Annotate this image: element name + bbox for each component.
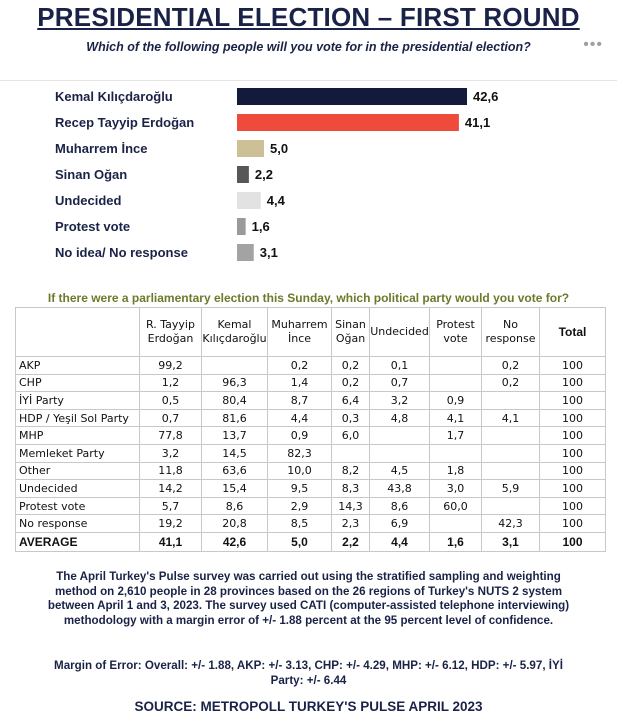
- chart-subtitle: Which of the following people will you vote for in the presidential election?: [86, 40, 531, 54]
- column-header: Sinan Oğan: [332, 308, 370, 357]
- party-table: [15, 307, 606, 552]
- margin-of-error: Margin of Error: Overall: +/- 1.88, AKP: +/- 3.13, CHP: +/- 4.29, MHP: +/- 6.12, HDP: +/- 5.97, İYİ Party: +/- 6.44: [54, 659, 563, 687]
- column-header: Total: [540, 308, 606, 357]
- table-cell: 1,7: [430, 427, 482, 445]
- average-row: [16, 532, 606, 551]
- header: [0, 0, 617, 82]
- data-label: 1,6: [251, 219, 270, 234]
- table-cell: 3,0: [430, 480, 482, 498]
- table-cell: 100: [540, 532, 606, 551]
- table-cell: 77,8: [140, 427, 202, 445]
- table-cell: 0,9: [268, 427, 332, 445]
- table-cell: 14,5: [202, 444, 268, 462]
- table-row: [16, 409, 606, 427]
- table-cell: 4,5: [370, 462, 430, 480]
- table-cell: 96,3: [202, 374, 268, 392]
- table-row: [16, 374, 606, 392]
- table-cell: 19,2: [140, 515, 202, 533]
- table-cell: 3,1: [482, 532, 540, 551]
- bar: [237, 88, 467, 105]
- category-label: Recep Tayyip Erdoğan: [55, 115, 195, 130]
- table-cell: [482, 392, 540, 410]
- row-label: CHP: [16, 374, 140, 392]
- table-cell: 8,2: [332, 462, 370, 480]
- table-cell: [202, 357, 268, 375]
- table-cell: 100: [540, 462, 606, 480]
- table-cell: 4,1: [482, 409, 540, 427]
- table-cell: [482, 427, 540, 445]
- table-cell: 8,6: [370, 497, 430, 515]
- table-cell: 0,9: [430, 392, 482, 410]
- table-row: [16, 515, 606, 533]
- table-cell: 6,4: [332, 392, 370, 410]
- table-body: [16, 357, 606, 552]
- table-cell: [430, 444, 482, 462]
- table-cell: 3,2: [370, 392, 430, 410]
- table-header-row: [16, 308, 606, 357]
- table-cell: [482, 462, 540, 480]
- table-cell: [430, 515, 482, 533]
- data-label: 42,6: [473, 89, 499, 104]
- table-row: [16, 444, 606, 462]
- table-row: [16, 392, 606, 410]
- party-question: If there were a parliamentary election this Sunday, which political party would you vote for?: [47, 291, 570, 305]
- table-cell: 2,9: [268, 497, 332, 515]
- table-cell: 5,7: [140, 497, 202, 515]
- table-row: [16, 462, 606, 480]
- column-header: [16, 308, 140, 357]
- table-cell: 82,3: [268, 444, 332, 462]
- table-cell: 10,0: [268, 462, 332, 480]
- table-row: [16, 497, 606, 515]
- row-label: HDP / Yeşil Sol Party: [16, 409, 140, 427]
- data-label: 5,0: [269, 141, 289, 156]
- table-cell: 100: [540, 357, 606, 375]
- table-cell: 3,2: [140, 444, 202, 462]
- table-cell: 4,1: [430, 409, 482, 427]
- data-label: 41,1: [464, 115, 491, 130]
- table-cell: 0,2: [332, 357, 370, 375]
- table-cell: 6,0: [332, 427, 370, 445]
- category-label: Protest vote: [55, 219, 131, 234]
- table-cell: 100: [540, 392, 606, 410]
- table-cell: 100: [540, 444, 606, 462]
- bar: [237, 244, 254, 261]
- table-cell: 0,2: [482, 357, 540, 375]
- table-cell: 42,3: [482, 515, 540, 533]
- table-cell: 9,5: [268, 480, 332, 498]
- table-cell: 43,8: [370, 480, 430, 498]
- table-cell: 1,4: [268, 374, 332, 392]
- data-label: 3,1: [259, 245, 278, 260]
- table-cell: 8,3: [332, 480, 370, 498]
- table-cell: 4,4: [268, 409, 332, 427]
- table-cell: [482, 444, 540, 462]
- table-cell: 63,6: [202, 462, 268, 480]
- table-row: [16, 480, 606, 498]
- bar: [237, 166, 249, 183]
- table-cell: 0,7: [140, 409, 202, 427]
- column-header: R. Tayyip Erdoğan: [140, 308, 202, 357]
- table-row: [16, 357, 606, 375]
- table-cell: 1,6: [430, 532, 482, 551]
- row-label: AKP: [16, 357, 140, 375]
- table-cell: 60,0: [430, 497, 482, 515]
- table-cell: 0,7: [370, 374, 430, 392]
- table-cell: 8,6: [202, 497, 268, 515]
- table-cell: 0,2: [268, 357, 332, 375]
- table-cell: 20,8: [202, 515, 268, 533]
- table-cell: 15,4: [202, 480, 268, 498]
- category-label: No idea/ No response: [55, 245, 188, 260]
- table-cell: 0,1: [370, 357, 430, 375]
- table-cell: 100: [540, 515, 606, 533]
- table-cell: 100: [540, 480, 606, 498]
- table-cell: [430, 357, 482, 375]
- data-label: 4,4: [266, 193, 285, 208]
- row-label: Undecided: [16, 480, 140, 498]
- party-table-container: [15, 307, 605, 552]
- category-label: Kemal Kılıçdaroğlu: [55, 89, 173, 104]
- table-cell: 8,5: [268, 515, 332, 533]
- chart-title: PRESIDENTIAL ELECTION – FIRST ROUND: [37, 2, 580, 32]
- table-cell: 81,6: [202, 409, 268, 427]
- bar: [237, 218, 246, 235]
- table-cell: 100: [540, 497, 606, 515]
- bar-chart: [0, 80, 617, 270]
- column-header: Muharrem İnce: [268, 308, 332, 357]
- row-label: Protest vote: [16, 497, 140, 515]
- table-cell: 6,9: [370, 515, 430, 533]
- category-label: Sinan Oğan: [55, 167, 128, 182]
- source-credit: SOURCE: METROPOLL TURKEY'S PULSE APRIL 2023: [134, 699, 483, 714]
- bar: [237, 192, 261, 209]
- more-options-icon[interactable]: •••: [583, 36, 603, 53]
- table-cell: 8,7: [268, 392, 332, 410]
- table-cell: [370, 444, 430, 462]
- column-header: Undecided: [370, 308, 430, 357]
- table-row: [16, 427, 606, 445]
- table-cell: 1,8: [430, 462, 482, 480]
- row-label: Other: [16, 462, 140, 480]
- table-cell: 5,0: [268, 532, 332, 551]
- table-cell: 2,2: [332, 532, 370, 551]
- row-label: MHP: [16, 427, 140, 445]
- bar: [237, 114, 459, 131]
- table-cell: 14,3: [332, 497, 370, 515]
- table-cell: 4,8: [370, 409, 430, 427]
- table-cell: 0,5: [140, 392, 202, 410]
- table-cell: 1,2: [140, 374, 202, 392]
- table-cell: 11,8: [140, 462, 202, 480]
- row-label: AVERAGE: [16, 532, 140, 551]
- table-cell: 4,4: [370, 532, 430, 551]
- bar: [237, 140, 264, 157]
- table-cell: 0,2: [332, 374, 370, 392]
- methodology-note: The April Turkey's Pulse survey was carried out using the stratified sampling and weighting method on 2,610 people in 28 provinces based on the 26 regions of Turkey's NUTS 2 system between April 1 and 3, 2023. The survey used CATI (computer-assisted telephone interviewing) methodology with a margin error of +/- 1.88 percent at the 95 percent level of confidence.: [47, 570, 570, 627]
- table-cell: 100: [540, 409, 606, 427]
- table-cell: 5,9: [482, 480, 540, 498]
- table-cell: 100: [540, 374, 606, 392]
- column-header: Protest vote: [430, 308, 482, 357]
- column-header: No response: [482, 308, 540, 357]
- table-cell: 42,6: [202, 532, 268, 551]
- table-cell: [482, 497, 540, 515]
- row-label: Memleket Party: [16, 444, 140, 462]
- table-cell: [430, 374, 482, 392]
- table-cell: 2,3: [332, 515, 370, 533]
- data-label: 2,2: [254, 167, 273, 182]
- table-cell: 13,7: [202, 427, 268, 445]
- category-label: Muharrem İnce: [55, 141, 148, 156]
- table-cell: 14,2: [140, 480, 202, 498]
- row-label: No response: [16, 515, 140, 533]
- category-label: Undecided: [55, 193, 122, 208]
- table-cell: 80,4: [202, 392, 268, 410]
- table-cell: 99,2: [140, 357, 202, 375]
- table-cell: 0,3: [332, 409, 370, 427]
- column-header: Kemal Kılıçdaroğlu: [202, 308, 268, 357]
- table-cell: [370, 427, 430, 445]
- table-cell: 0,2: [482, 374, 540, 392]
- table-cell: 100: [540, 427, 606, 445]
- table-cell: 41,1: [140, 532, 202, 551]
- table-cell: [332, 444, 370, 462]
- row-label: İYİ Party: [16, 392, 140, 410]
